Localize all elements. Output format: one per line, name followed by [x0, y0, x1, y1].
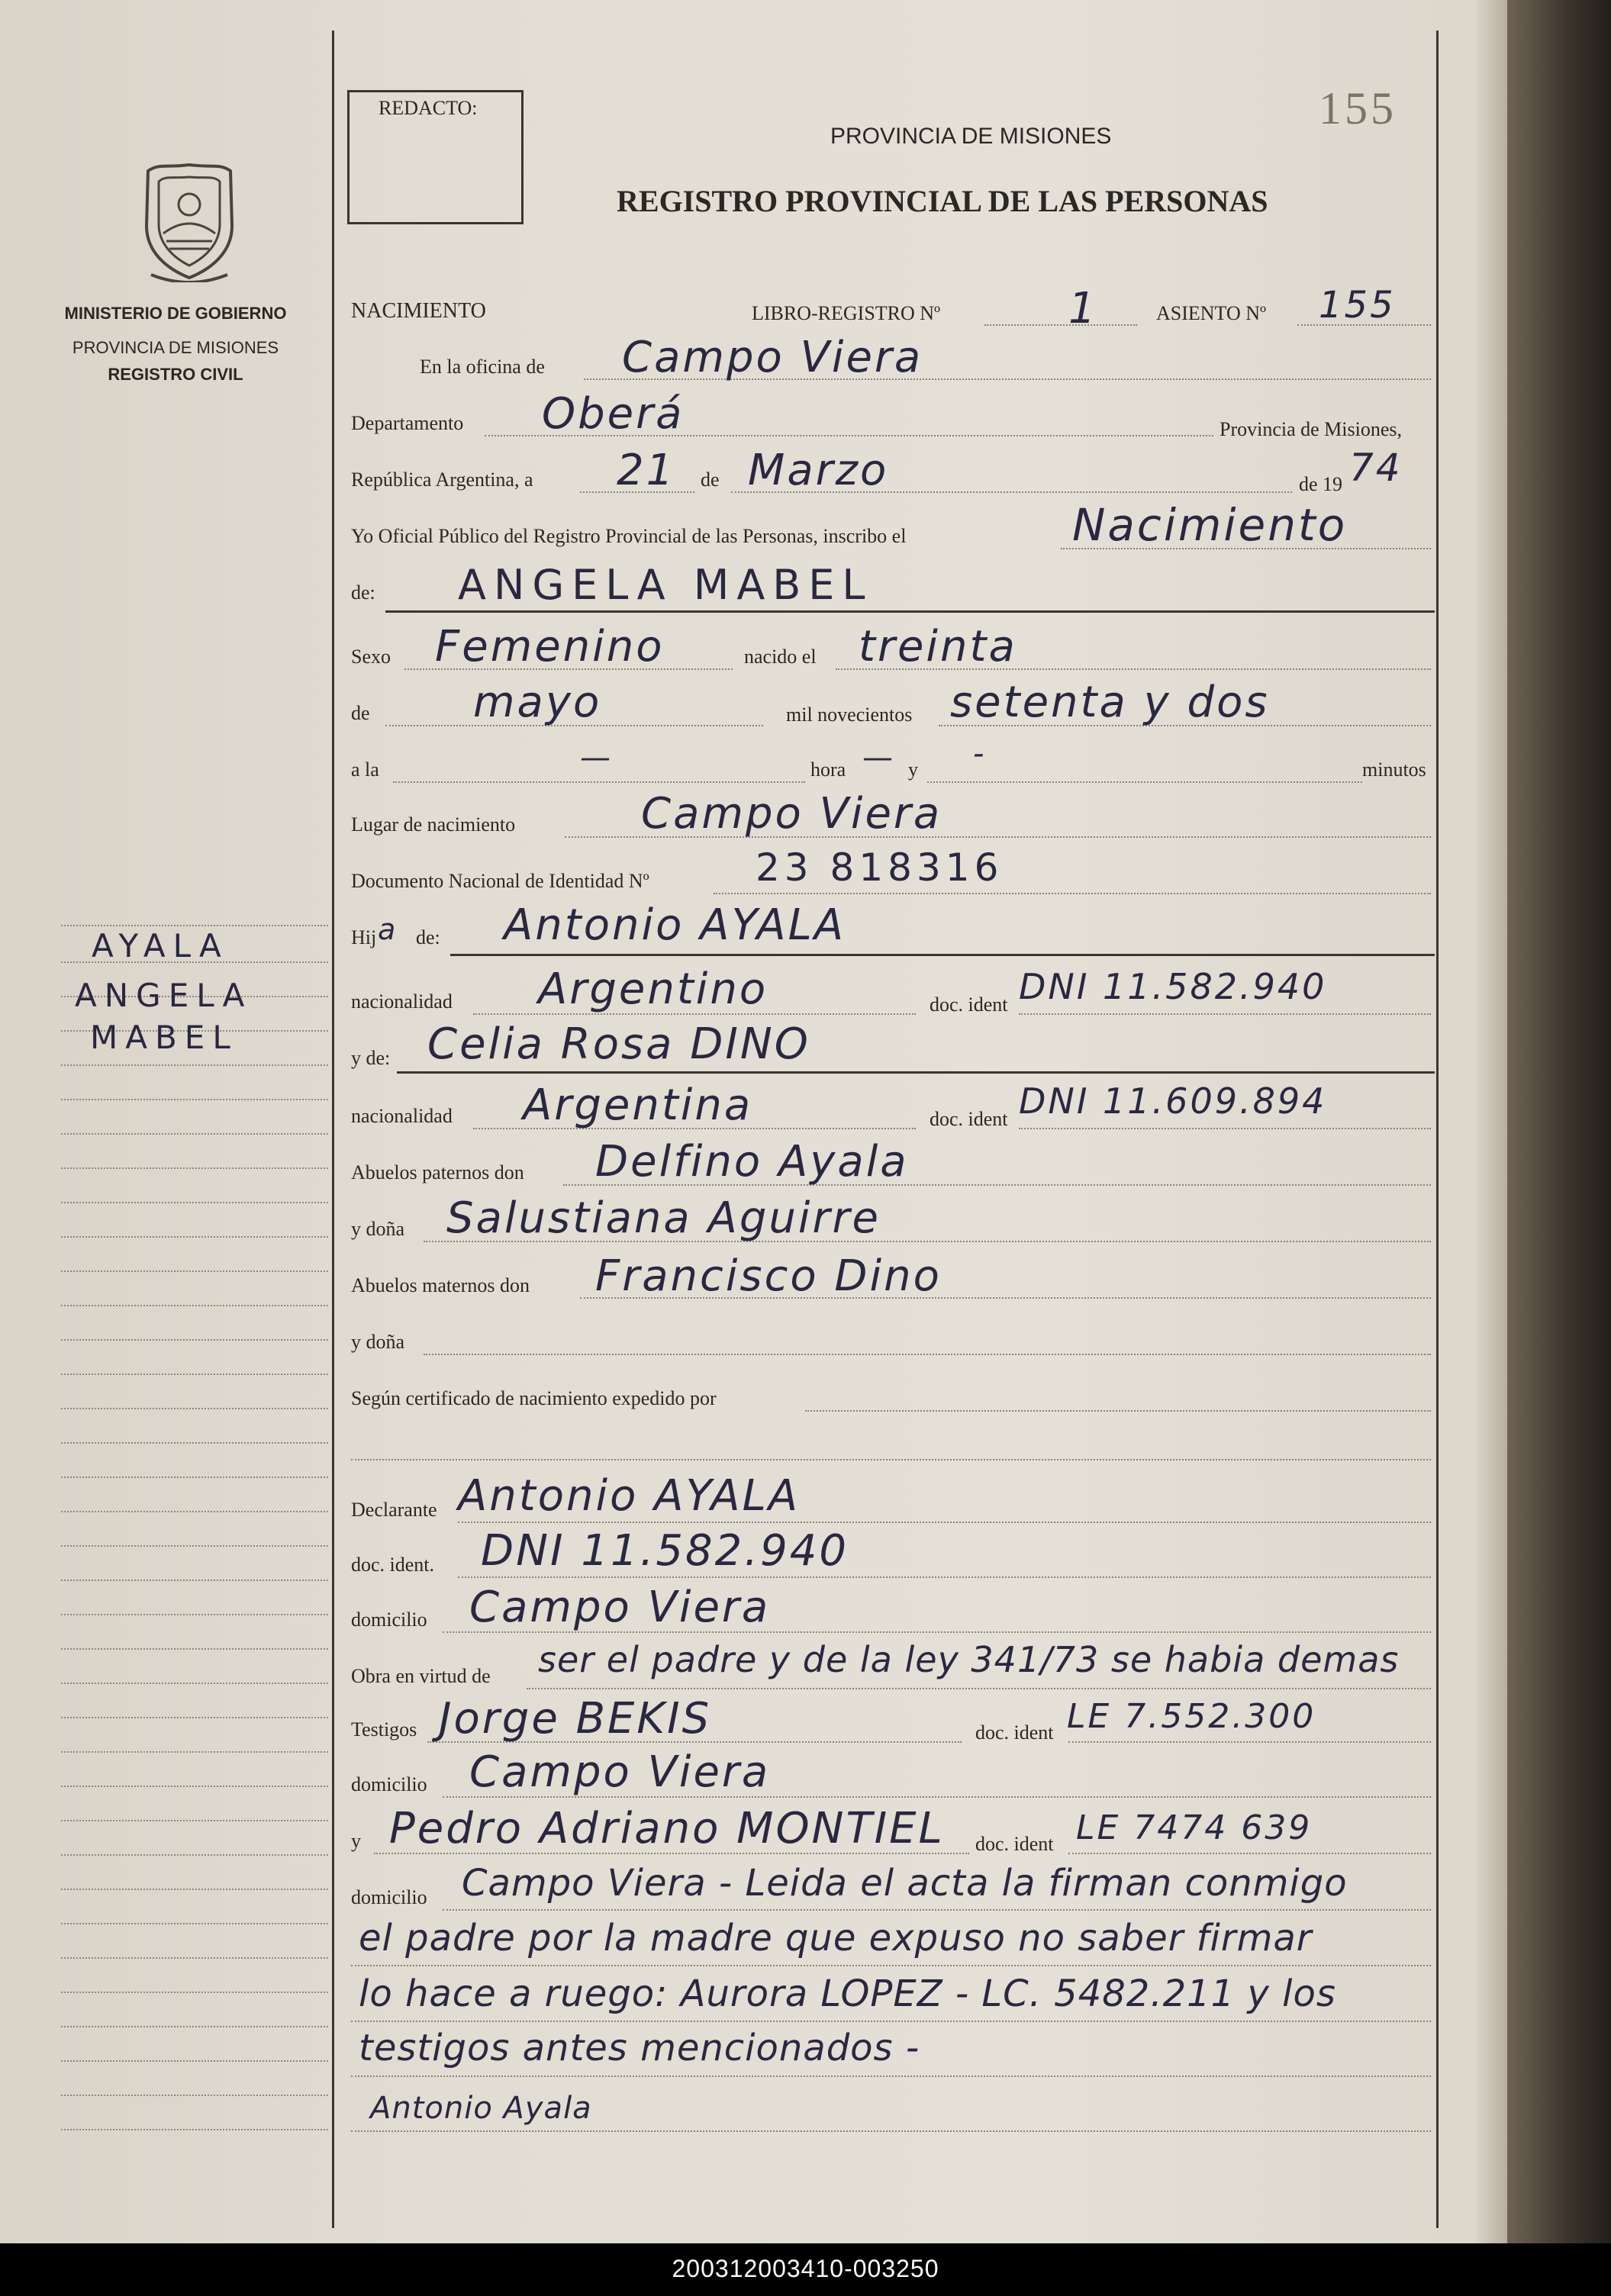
libro-value: 1	[1068, 284, 1098, 333]
dni-label: Documento Nacional de Identidad Nº	[351, 870, 649, 892]
nacimiento-label: NACIMIENTO	[351, 299, 486, 323]
note-line-4	[351, 2130, 1431, 2132]
departamento-label: Departamento	[351, 412, 464, 434]
hijo-suffix: a	[378, 913, 398, 946]
margin-rule	[61, 1133, 328, 1135]
note-line-3	[351, 2075, 1431, 2077]
signature: Antonio Ayala	[370, 2091, 592, 2126]
y-de-label: y de:	[351, 1047, 391, 1069]
testigo2-doc-line	[1068, 1853, 1431, 1854]
margin-rule	[61, 2026, 328, 2027]
abuelo-mat-value: Francisco Dino	[595, 1251, 942, 1301]
declarante-label: Declarante	[351, 1499, 437, 1521]
year-value: 74	[1349, 446, 1403, 490]
margin-rule	[61, 2129, 328, 2130]
madre-doc-label: doc. ident	[930, 1108, 1008, 1130]
oficina-value: Campo Viera	[622, 333, 923, 382]
inscribo-value: Nacimiento	[1072, 499, 1348, 551]
dni-line	[714, 893, 1431, 894]
segun-label: Según certificado de nacimiento expedido por	[351, 1387, 717, 1409]
segun-line-2	[351, 1459, 1431, 1460]
margin-rule	[61, 2095, 328, 2096]
decl-domicilio-value: Campo Viera	[469, 1583, 771, 1632]
ministry-province: PROVINCIA DE MISIONES	[72, 338, 279, 357]
a-la-value: —	[580, 740, 613, 775]
right-column-rule	[1436, 31, 1439, 2228]
declarante-line	[458, 1522, 1431, 1523]
hora-value: —	[862, 740, 895, 775]
y-dona-pat-label: y doña	[351, 1218, 405, 1240]
testigo2-doc-value: LE 7474 639	[1076, 1808, 1313, 1847]
testigo1-doc-label: doc. ident	[975, 1721, 1054, 1744]
margin-rule	[61, 1614, 328, 1615]
page-edge	[1477, 0, 1507, 2243]
madre-rule	[397, 1071, 1435, 1074]
provincial-seal-icon	[136, 160, 243, 282]
abuelo-pat-value: Delfino Ayala	[595, 1137, 909, 1187]
lugar-value: Campo Viera	[641, 789, 942, 839]
segun-line	[805, 1410, 1431, 1412]
y-dona-mat-label: y doña	[351, 1331, 405, 1353]
madre-value: Celia Rosa DINO	[427, 1019, 810, 1069]
obra-label: Obra en virtud de	[351, 1665, 491, 1687]
redacto-box	[347, 90, 524, 224]
de-name-label: de:	[351, 581, 375, 604]
decl-doc-line	[458, 1576, 1431, 1578]
decl-doc-value: DNI 11.582.940	[481, 1526, 849, 1576]
testigo1-doc-value: LE 7.552.300	[1067, 1697, 1316, 1736]
margin-rule	[61, 1442, 328, 1444]
margin-rule	[61, 1064, 328, 1066]
margin-rule	[61, 1580, 328, 1581]
decl-doc-label: doc. ident.	[351, 1554, 435, 1576]
de-label: de	[701, 469, 720, 491]
testigo1-domicilio-label: domicilio	[351, 1773, 427, 1795]
padre-nac-value: Argentino	[538, 964, 768, 1014]
oficina-label: En la oficina de	[420, 356, 545, 378]
madre-doc-line	[1019, 1128, 1431, 1129]
testigo2-domicilio-line	[443, 1909, 1431, 1911]
a-la-line	[393, 781, 805, 783]
margin-rule	[61, 1820, 328, 1821]
registry-heading: REGISTRO PROVINCIAL DE LAS PERSONAS	[617, 184, 1268, 218]
abuela-pat-value: Salustiana Aguirre	[446, 1193, 881, 1243]
margin-rule	[61, 1305, 328, 1306]
y-testigo-label: y	[351, 1830, 361, 1852]
margin-rule	[61, 2060, 328, 2062]
margin-note-name2: MABEL	[90, 1019, 238, 1056]
year-label: de 19	[1299, 473, 1343, 495]
month-value: Marzo	[748, 446, 889, 495]
provincia-label: Provincia de Misiones,	[1220, 418, 1403, 440]
asiento-label: ASIENTO Nº	[1156, 302, 1267, 324]
birth-month-value: mayo	[473, 678, 602, 727]
declarante-value: Antonio AYALA	[458, 1471, 801, 1521]
hora-label: hora	[810, 758, 846, 781]
margin-rule	[61, 925, 328, 926]
mil-novecientos-label: mil novecientos	[786, 704, 913, 726]
testigo2-doc-label: doc. ident	[975, 1833, 1054, 1855]
note-line-1	[351, 1965, 1431, 1966]
padre-doc-label: doc. ident	[930, 993, 1008, 1016]
margin-rule	[61, 1648, 328, 1650]
testigo2-domicilio-value: Campo Viera - Leida el acta la firman conmigo	[462, 1862, 1348, 1905]
nacionalidad-padre-label: nacionalidad	[351, 990, 453, 1013]
nacido-value: treinta	[859, 622, 1017, 671]
abuela-mat-line	[424, 1354, 1431, 1355]
testigo2-domicilio-label: domicilio	[351, 1886, 427, 1908]
padre-value: Antonio AYALA	[504, 900, 846, 950]
testigo1-domicilio-value: Campo Viera	[469, 1747, 771, 1797]
republica-label: República Argentina, a	[351, 469, 533, 491]
madre-doc-value: DNI 11.609.894	[1019, 1080, 1327, 1122]
sexo-value: Femenino	[435, 622, 665, 671]
margin-rule	[61, 1889, 328, 1890]
libro-registro-label: LIBRO-REGISTRO Nº	[752, 302, 941, 324]
margin-rule	[61, 1408, 328, 1409]
testigo1-value: Jorge BEKIS	[439, 1694, 712, 1744]
libro-line	[984, 324, 1137, 326]
padre-doc-value: DNI 11.582.940	[1019, 966, 1327, 1007]
obra-value: ser el padre y de la ley 341/73 se habia demas	[538, 1639, 1400, 1680]
note-text-1: el padre por la madre que expuso no saber firmar	[359, 1917, 1313, 1959]
margin-rule	[61, 1545, 328, 1547]
margin-rule	[61, 1167, 328, 1169]
margin-rule	[61, 1511, 328, 1512]
abuelos-paternos-label: Abuelos paternos don	[351, 1161, 524, 1183]
padre-rule	[450, 954, 1435, 956]
margin-rule	[61, 1786, 328, 1787]
name-rule	[385, 610, 1435, 613]
margin-rule	[61, 1339, 328, 1341]
minutos-label: minutos	[1362, 758, 1426, 781]
asiento-value: 155	[1319, 284, 1396, 327]
margin-note-surname: AYALA	[92, 927, 229, 964]
margin-rule	[61, 1854, 328, 1856]
margin-rule	[61, 1236, 328, 1238]
margin-rule	[61, 1992, 328, 1993]
redacto-label: REDACTO:	[379, 97, 478, 119]
margin-rule	[61, 1270, 328, 1272]
left-column-rule	[332, 31, 334, 2228]
decl-domicilio-label: domicilio	[351, 1608, 427, 1631]
abuelos-maternos-label: Abuelos maternos don	[351, 1274, 530, 1296]
birth-year-value: setenta y dos	[950, 678, 1270, 727]
page-number: 155	[1319, 83, 1397, 134]
margin-rule	[61, 1202, 328, 1203]
ministry-registry: REGISTRO CIVIL	[108, 365, 243, 384]
province-heading: PROVINCIA DE MISIONES	[830, 124, 1112, 149]
testigo1-doc-line	[1068, 1741, 1431, 1743]
note-text-2: lo hace a ruego: Aurora LOPEZ - LC. 5482.211 y los	[359, 1972, 1336, 2015]
sexo-label: Sexo	[351, 646, 391, 668]
nacido-el-label: nacido el	[744, 646, 817, 668]
madre-nac-value: Argentina	[523, 1080, 753, 1130]
obra-line	[527, 1688, 1431, 1689]
dni-value: 23 818316	[756, 845, 1004, 890]
hijo-label: Hij	[351, 926, 377, 948]
ministry-title: MINISTERIO DE GOBIERNO	[64, 304, 287, 323]
note-line-2	[351, 2021, 1431, 2022]
book-binding	[1507, 0, 1611, 2243]
day-value: 21	[617, 446, 676, 495]
y-label: y	[908, 758, 918, 781]
yo-oficial-label: Yo Oficial Público del Registro Provincial de las Personas, inscribo el	[351, 525, 907, 547]
hijo-de-label: de:	[416, 926, 440, 948]
margin-rule	[61, 1476, 328, 1478]
margin-rule	[61, 1099, 328, 1100]
padre-doc-line	[1019, 1013, 1431, 1015]
margin-rule	[61, 1683, 328, 1684]
testigos-label: Testigos	[351, 1718, 417, 1741]
minutos-line	[927, 781, 1362, 783]
departamento-value: Oberá	[542, 389, 685, 439]
margin-rule	[61, 1717, 328, 1718]
name-value: ANGELA MABEL	[458, 561, 873, 609]
margin-rule	[61, 1923, 328, 1924]
minutos-value: -	[973, 736, 987, 771]
de-month-label: de	[351, 702, 370, 724]
nacionalidad-madre-label: nacionalidad	[351, 1105, 453, 1127]
footer-id: 200312003410-003250	[672, 2255, 939, 2282]
lugar-label: Lugar de nacimiento	[351, 813, 516, 836]
a-la-label: a la	[351, 758, 379, 781]
margin-rule	[61, 1751, 328, 1753]
margin-rule	[61, 1373, 328, 1375]
note-text-3: testigos antes mencionados -	[359, 2027, 920, 2069]
testigo2-value: Pedro Adriano MONTIEL	[389, 1804, 945, 1853]
margin-note-name1: ANGELA	[75, 977, 253, 1014]
margin-rule	[61, 1957, 328, 1959]
